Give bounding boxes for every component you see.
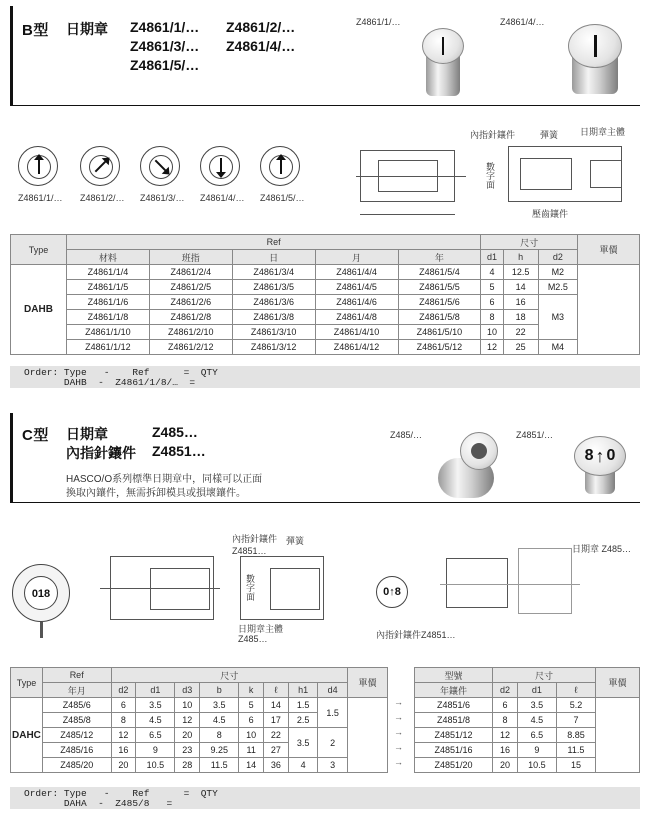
- table-cell: 12: [111, 728, 136, 743]
- table-cell: Z485/20: [42, 758, 111, 773]
- table-cell: Z4861/2/8: [149, 310, 232, 325]
- table-cell: Z4861/5/12: [398, 340, 481, 355]
- arrow-icon: [594, 35, 597, 57]
- table-header: 單價: [348, 668, 388, 698]
- photo-label: Z4861/1/…: [356, 17, 401, 27]
- face-digit: 0: [606, 447, 616, 464]
- table-cell: 3.5: [288, 728, 318, 758]
- table-header: 型號: [415, 668, 493, 683]
- section-b-subtitle: 日期章: [66, 21, 108, 37]
- dial-icon: [260, 146, 300, 186]
- column-header: 班指: [149, 250, 232, 265]
- table-cell: 10: [175, 698, 200, 713]
- photo-label: Z4851/…: [516, 430, 554, 440]
- table-cell: 6: [493, 698, 518, 713]
- table-cell: Z4861/3/8: [232, 310, 315, 325]
- table-row: [11, 295, 640, 310]
- table-cell: 3.5: [136, 698, 175, 713]
- table-cell: 10: [481, 325, 503, 340]
- column-header: d2: [493, 683, 518, 698]
- dial-label: Z4861/5/…: [260, 193, 305, 203]
- table-cell: Z4861/1/4: [67, 265, 150, 280]
- product-code: Z485…: [152, 424, 198, 440]
- table-cell: Z4861/5/4: [398, 265, 481, 280]
- drawing-label: 內指針鑲件: [470, 130, 516, 140]
- table-cell: 12.5: [503, 265, 538, 280]
- table-cell: Z4861/5/8: [398, 310, 481, 325]
- drawing-label: 數字面: [485, 162, 495, 189]
- drawing-label: 彈簧: [286, 536, 305, 546]
- table-cell: 16: [503, 295, 538, 310]
- table-cell: 4.5: [517, 713, 556, 728]
- table-cell: Z4861/4/8: [315, 310, 398, 325]
- table-cell: Z4861/2/5: [149, 280, 232, 295]
- table-cell: M2: [538, 265, 577, 280]
- type-cell: DAHC: [11, 698, 43, 773]
- table-cell: 4.5: [136, 713, 175, 728]
- dial-label: Z4861/3/…: [140, 193, 185, 203]
- column-header: ℓ: [556, 683, 595, 698]
- description-line: 換取內鑲件，無需拆卸模具或損壞鑲件。: [66, 488, 246, 499]
- table-cell: 20: [175, 728, 200, 743]
- column-header: b: [200, 683, 239, 698]
- drawing-label: 內指針鑲件: [232, 534, 278, 544]
- order-line: DAHB - Z4861/1/8/… =: [24, 377, 196, 388]
- table-cell: M3: [538, 295, 577, 340]
- column-header: h1: [288, 683, 318, 698]
- product-code: Z4861/5/…: [130, 57, 200, 73]
- table-cell: Z485/8: [42, 713, 111, 728]
- table-cell: 9: [136, 743, 175, 758]
- table-cell: Z4861/2/6: [149, 295, 232, 310]
- table-cell: Z485/16: [42, 743, 111, 758]
- table-cell: 16: [111, 743, 136, 758]
- table-header: 尺寸: [111, 668, 347, 683]
- table-cell: Z4851/8: [415, 713, 493, 728]
- dial-icon: [18, 146, 58, 186]
- product-code: Z4861/2/…: [226, 19, 296, 35]
- table-cell: Z4861/3/4: [232, 265, 315, 280]
- section-c-subtitle: 日期章: [66, 426, 108, 442]
- dial-label: Z4861/2/…: [80, 193, 125, 203]
- dial-icon: [200, 146, 240, 186]
- table-header: 尺寸: [481, 235, 578, 250]
- dial-label: Z4861/4/…: [200, 193, 245, 203]
- table-cell: 2: [318, 728, 348, 758]
- table-cell: 20: [111, 758, 136, 773]
- table-cell: 12: [481, 340, 503, 355]
- table-cell: 1.5: [288, 698, 318, 713]
- table-row: [11, 265, 640, 280]
- price-cell: [596, 698, 640, 773]
- order-line: Order: Type - Ref = QTY: [24, 367, 218, 378]
- column-header: 月: [315, 250, 398, 265]
- column-header: 日: [232, 250, 315, 265]
- table-cell: Z4851/6: [415, 698, 493, 713]
- table-cell: 9.25: [200, 743, 239, 758]
- table-header: 單價: [596, 668, 640, 698]
- table-cell: Z4861/5/10: [398, 325, 481, 340]
- table-cell: 4: [288, 758, 318, 773]
- table-cell: 14: [239, 758, 264, 773]
- table-row: [11, 758, 388, 773]
- column-header: 年月: [42, 683, 111, 698]
- table-header: Type: [11, 235, 67, 265]
- table-cell: 3: [318, 758, 348, 773]
- column-header: d2: [538, 250, 577, 265]
- table-row: [11, 728, 388, 743]
- table-cell: 5: [239, 698, 264, 713]
- table-cell: Z4861/3/12: [232, 340, 315, 355]
- table-header: 單價: [578, 235, 640, 265]
- table-cell: 10: [239, 728, 264, 743]
- product-code: Z4851…: [152, 443, 206, 459]
- table-cell: Z4861/4/4: [315, 265, 398, 280]
- table-cell: Z4861/2/10: [149, 325, 232, 340]
- table-cell: 1.5: [318, 698, 348, 728]
- table-cell: Z4861/2/12: [149, 340, 232, 355]
- column-header: k: [239, 683, 264, 698]
- order-line: Order: Type - Ref = QTY: [24, 788, 218, 799]
- center-insert-icon: [471, 443, 487, 459]
- photo-label: Z485/…: [390, 430, 423, 440]
- table-cell: 36: [264, 758, 289, 773]
- table-cell: 7: [556, 713, 595, 728]
- table-cell: Z4861/4/10: [315, 325, 398, 340]
- table-cell: Z4861/1/5: [67, 280, 150, 295]
- table-cell: 20: [493, 758, 518, 773]
- dial-icon: [140, 146, 180, 186]
- face-digit: 8: [584, 447, 594, 464]
- table-cell: 8: [111, 713, 136, 728]
- table-c2: [414, 667, 640, 773]
- table-cell: 12: [175, 713, 200, 728]
- table-row: [11, 698, 388, 713]
- section-c-subtitle: 內指針鑲件: [66, 445, 136, 461]
- order-line: DAHA - Z485/8 =: [24, 798, 173, 809]
- table-cell: 27: [264, 743, 289, 758]
- table-cell: Z4861/3/10: [232, 325, 315, 340]
- type-cell: DAHB: [11, 265, 67, 355]
- table-cell: Z4861/1/8: [67, 310, 150, 325]
- table-cell: 6: [111, 698, 136, 713]
- drawing-label: 數字面: [245, 574, 255, 601]
- table-cell: Z4861/4/5: [315, 280, 398, 295]
- table-cell: Z4861/5/5: [398, 280, 481, 295]
- column-header: h: [503, 250, 538, 265]
- table-cell: 3.5: [200, 698, 239, 713]
- date-stamp-face: [460, 432, 498, 470]
- table-cell: 6: [239, 713, 264, 728]
- table-cell: 22: [503, 325, 538, 340]
- photo-label: Z4861/4/…: [500, 17, 545, 27]
- table-row: [11, 340, 640, 355]
- table-cell: Z4851/16: [415, 743, 493, 758]
- table-cell: Z4861/1/12: [67, 340, 150, 355]
- table-cell: 22: [264, 728, 289, 743]
- table-cell: 6.5: [517, 728, 556, 743]
- table-cell: 18: [503, 310, 538, 325]
- table-c1: [10, 667, 388, 773]
- table-header: 尺寸: [493, 668, 596, 683]
- table-cell: 5.2: [556, 698, 595, 713]
- arrow-up-icon: ↑: [595, 445, 605, 466]
- table-cell: 4: [481, 265, 503, 280]
- dial-icon: [80, 146, 120, 186]
- table-cell: 14: [503, 280, 538, 295]
- drawing-label: 內指針鑲件Z4851…: [376, 630, 456, 640]
- column-header: 材料: [67, 250, 150, 265]
- dial-label: Z4861/1/…: [18, 193, 63, 203]
- drawing-label: Z4851…: [232, 546, 267, 556]
- table-cell: 25: [503, 340, 538, 355]
- table-cell: Z4861/2/4: [149, 265, 232, 280]
- table-cell: 9: [517, 743, 556, 758]
- table-b: [10, 234, 640, 355]
- table-cell: Z4861/3/5: [232, 280, 315, 295]
- table-cell: 11.5: [556, 743, 595, 758]
- table-cell: Z485/6: [42, 698, 111, 713]
- table-cell: 4.5: [200, 713, 239, 728]
- table-cell: Z4861/5/6: [398, 295, 481, 310]
- table-cell: 15: [556, 758, 595, 773]
- drawing-label: Z485…: [238, 634, 268, 644]
- table-header: Type: [11, 668, 43, 698]
- arrow-icon: [442, 37, 444, 55]
- section-c-title: C型: [22, 427, 49, 444]
- drawing-label: 日期章 Z485…: [572, 544, 632, 554]
- table-cell: 8: [481, 310, 503, 325]
- table-cell: 6.5: [136, 728, 175, 743]
- column-header: d1: [481, 250, 503, 265]
- order-box-b: [10, 366, 640, 388]
- column-header: ℓ: [264, 683, 289, 698]
- table-cell: 3.5: [517, 698, 556, 713]
- table-cell: 5: [481, 280, 503, 295]
- table-cell: 11: [239, 743, 264, 758]
- order-box-c: [10, 787, 640, 809]
- column-header: d4: [318, 683, 348, 698]
- section-b-title: B型: [22, 22, 49, 39]
- table-cell: 2.5: [288, 713, 318, 728]
- drawing-label: 日期章主體: [580, 127, 626, 137]
- table-cell: 23: [175, 743, 200, 758]
- table-cell: 11.5: [200, 758, 239, 773]
- table-cell: Z4861/3/6: [232, 295, 315, 310]
- column-header: d1: [136, 683, 175, 698]
- table-header: Ref: [42, 668, 111, 683]
- column-header: d1: [517, 683, 556, 698]
- column-header: d3: [175, 683, 200, 698]
- table-cell: M2.5: [538, 280, 577, 295]
- table-header: Ref: [67, 235, 481, 250]
- price-cell: [348, 698, 388, 773]
- drawing-label: 日期章主體: [238, 624, 284, 634]
- product-code: Z4861/4/…: [226, 38, 296, 54]
- table-cell: 8: [493, 713, 518, 728]
- column-header: 年鑲件: [415, 683, 493, 698]
- drawing-label: 彈簧: [540, 130, 559, 140]
- table-row: [11, 280, 640, 295]
- table-cell: 8.85: [556, 728, 595, 743]
- table-cell: Z4861/1/6: [67, 295, 150, 310]
- table-cell: 10.5: [517, 758, 556, 773]
- table-cell: 10.5: [136, 758, 175, 773]
- date-stamp-face: [568, 24, 622, 68]
- table-cell: Z4861/4/12: [315, 340, 398, 355]
- product-code: Z4861/3/…: [130, 38, 200, 54]
- table-cell: Z4861/1/10: [67, 325, 150, 340]
- column-header: 年: [398, 250, 481, 265]
- table-cell: 6: [481, 295, 503, 310]
- table-cell: Z4861/4/6: [315, 295, 398, 310]
- table-cell: Z4851/12: [415, 728, 493, 743]
- table-cell: 16: [493, 743, 518, 758]
- description-line: HASCO/O系列標準日期章中，同樣可以正面: [66, 474, 263, 485]
- dial-text: 018: [24, 576, 58, 610]
- product-code: Z4861/1/…: [130, 19, 200, 35]
- table-cell: 12: [493, 728, 518, 743]
- column-header: d2: [111, 683, 136, 698]
- table-cell: 28: [175, 758, 200, 773]
- table-cell: Z4851/20: [415, 758, 493, 773]
- drawing-label: 壓齒鑲件: [532, 209, 569, 219]
- price-cell: [578, 265, 640, 355]
- table-cell: 14: [264, 698, 289, 713]
- table-cell: 17: [264, 713, 289, 728]
- table-cell: 8: [200, 728, 239, 743]
- insert-face: [574, 436, 626, 476]
- table-row: [415, 698, 640, 713]
- table-cell: M4: [538, 340, 577, 355]
- table-cell: Z485/12: [42, 728, 111, 743]
- date-stamp-face: [422, 28, 464, 64]
